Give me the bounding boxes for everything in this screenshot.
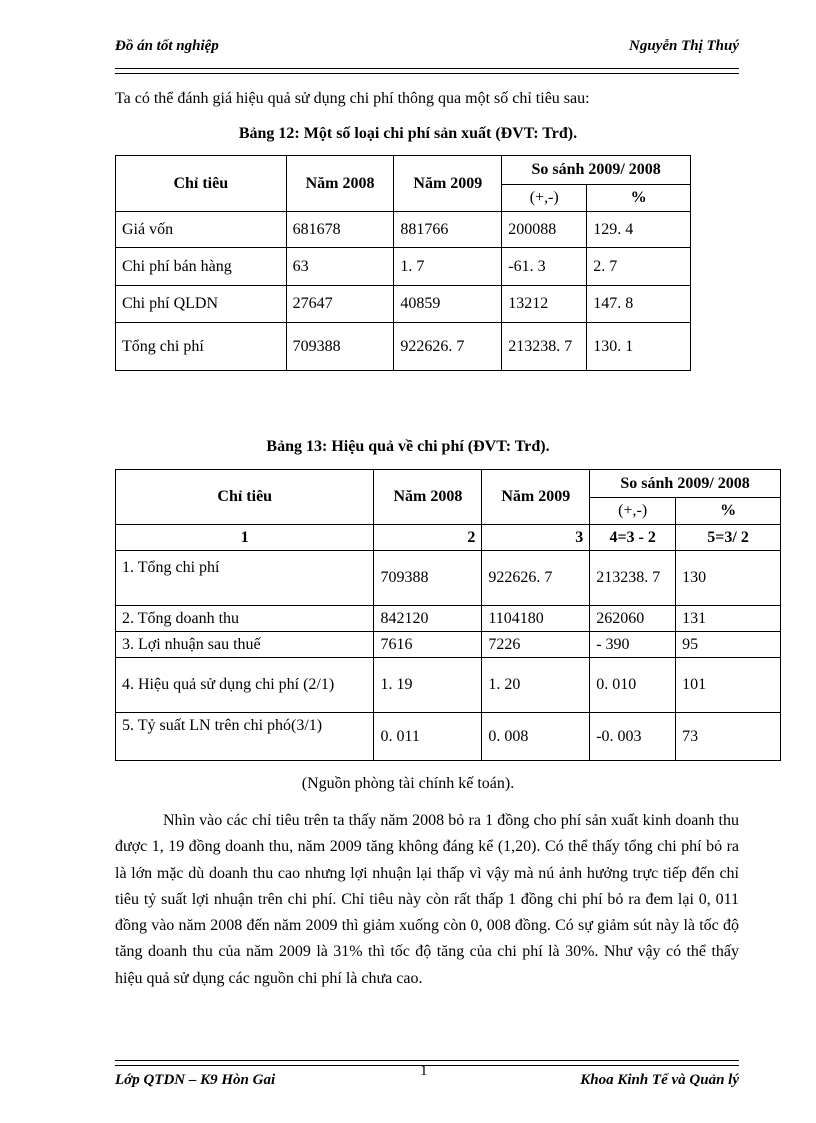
table-cell: 27647 xyxy=(286,286,394,323)
paragraph-text: Nhìn vào các chỉ tiêu trên ta thấy năm 2008 bỏ ra 1 đồng cho phí sản xuất kinh doanh thu được 1, 19 đồng doanh thu, năm 2009 tăng không đáng kể (1,20). Có thể thấy tổng chi phí bỏ ra là lớn mặc dù doanh thu cao nhưng lợi nhuận lại thấp vì vậy mà nú ảnh hưởng trực tiếp đến chỉ tiêu tỷ suất lợi nhuận trên chi phí. Chỉ tiêu này còn rất thấp 1 đồng chi phí bỏ ra đem lại 0, 011 đồng vào năm 2008 đến năm 2009 thì giảm xuống còn 0, 008 đồng. Có sự giảm sút này là tốc độ tăng doanh thu của năm 2009 là 31% thì tốc độ tăng của chi phí là 30%. Như vậy có thể thấy hiệu quả sử dụng các nguồn chi phí là chưa cao. xyxy=(115,812,739,987)
table-cell: 1. 19 xyxy=(374,658,482,713)
table12 xyxy=(115,155,691,371)
table-cell: 13212 xyxy=(502,286,587,323)
table13-index-row xyxy=(116,525,781,551)
analysis-paragraph xyxy=(115,808,739,992)
table-cell: 101 xyxy=(676,658,781,713)
table13-header-indicator: Chỉ tiêu xyxy=(116,470,374,525)
table-cell: 213238. 7 xyxy=(502,323,587,371)
table-row xyxy=(116,658,781,713)
table-cell: -0. 003 xyxy=(590,713,676,761)
table-cell: 842120 xyxy=(374,606,482,632)
table-cell: 0. 010 xyxy=(590,658,676,713)
table-cell: 130. 1 xyxy=(587,323,691,371)
table-cell: 130 xyxy=(676,551,781,606)
table-cell: 881766 xyxy=(394,212,502,248)
table-cell: 0. 008 xyxy=(482,713,590,761)
table13 xyxy=(115,469,781,761)
table-cell: Giá vốn xyxy=(116,212,287,248)
table13-header-pct: % xyxy=(676,498,781,525)
table-cell: Chi phí QLDN xyxy=(116,286,287,323)
table-cell: 3 xyxy=(482,525,590,551)
table12-header-2008: Năm 2008 xyxy=(286,156,394,212)
table-cell: 213238. 7 xyxy=(590,551,676,606)
table-cell: -61. 3 xyxy=(502,248,587,286)
table13-caption: Bảng 13: Hiệu quả về chi phí (ĐVT: Trđ). xyxy=(266,438,550,455)
table-cell: 709388 xyxy=(286,323,394,371)
table-cell: 922626. 7 xyxy=(394,323,502,371)
header-left: Đồ án tốt nghiệp xyxy=(115,38,219,54)
footer-right: Khoa Kinh Tế và Quản lý xyxy=(580,1072,739,1088)
header-rule-top xyxy=(115,68,739,69)
table-row xyxy=(116,606,781,632)
table-cell: 2. Tổng doanh thu xyxy=(116,606,374,632)
table-cell: 147. 8 xyxy=(587,286,691,323)
table-row xyxy=(116,212,691,248)
table-cell: 129. 4 xyxy=(587,212,691,248)
table-cell: 63 xyxy=(286,248,394,286)
table-cell: 922626. 7 xyxy=(482,551,590,606)
table-cell: 1104180 xyxy=(482,606,590,632)
table-cell: 1. Tổng chi phí xyxy=(116,551,374,606)
table12-header-pct: % xyxy=(587,185,691,212)
table-cell: 1 xyxy=(116,525,374,551)
table-cell: 2. 7 xyxy=(587,248,691,286)
table-row xyxy=(116,248,691,286)
table-cell: 40859 xyxy=(394,286,502,323)
intro-text: Ta có thể đánh giá hiệu quả sử dụng chi phí thông qua một số chỉ tiêu sau: xyxy=(115,90,590,107)
footer-rule-top xyxy=(115,1060,739,1061)
table-cell: 4. Hiệu quả sử dụng chi phí (2/1) xyxy=(116,658,374,713)
table-cell: 709388 xyxy=(374,551,482,606)
table-cell: 73 xyxy=(676,713,781,761)
table-row xyxy=(116,551,781,606)
table-cell: 681678 xyxy=(286,212,394,248)
table12-header-compare: So sánh 2009/ 2008 xyxy=(502,156,691,185)
table13-header-2008: Năm 2008 xyxy=(374,470,482,525)
table-cell: 5. Tỷ suất LN trên chi phó(3/1) xyxy=(116,713,374,761)
table-cell: 1. 7 xyxy=(394,248,502,286)
table-row xyxy=(116,323,691,371)
footer-left: Lớp QTDN – K9 Hòn Gai xyxy=(115,1072,276,1088)
source-note: (Nguồn phòng tài chính kế toán). xyxy=(301,775,515,792)
table12-caption: Bảng 12: Một số loại chi phí sản xuất (ĐVT: Trđ). xyxy=(238,125,578,142)
table-cell: 95 xyxy=(676,632,781,658)
table-cell: Tổng chi phí xyxy=(116,323,287,371)
table13-header-2009: Năm 2009 xyxy=(482,470,590,525)
table-row xyxy=(116,632,781,658)
table12-header-indicator: Chỉ tiêu xyxy=(116,156,287,212)
table-cell: 200088 xyxy=(502,212,587,248)
table13-header-diff: (+,-) xyxy=(590,498,676,525)
table-cell: 4=3 - 2 xyxy=(590,525,676,551)
table-cell: 1. 20 xyxy=(482,658,590,713)
table-cell: 262060 xyxy=(590,606,676,632)
header-rule-bottom xyxy=(115,73,739,74)
header-right: Nguyễn Thị Thuý xyxy=(628,38,739,54)
table-cell: 3. Lợi nhuận sau thuế xyxy=(116,632,374,658)
table-cell: 7616 xyxy=(374,632,482,658)
page-number: 1 xyxy=(420,1063,428,1079)
table-cell: - 390 xyxy=(590,632,676,658)
table-cell: 5=3/ 2 xyxy=(676,525,781,551)
table12-header-2009: Năm 2009 xyxy=(394,156,502,212)
table-cell: Chi phí bán hàng xyxy=(116,248,287,286)
table-row xyxy=(116,713,781,761)
table-row xyxy=(116,286,691,323)
table13-header-compare: So sánh 2009/ 2008 xyxy=(590,470,781,498)
table-cell: 7226 xyxy=(482,632,590,658)
table-cell: 131 xyxy=(676,606,781,632)
table12-header-diff: (+,-) xyxy=(502,185,587,212)
table-cell: 2 xyxy=(374,525,482,551)
table-cell: 0. 011 xyxy=(374,713,482,761)
